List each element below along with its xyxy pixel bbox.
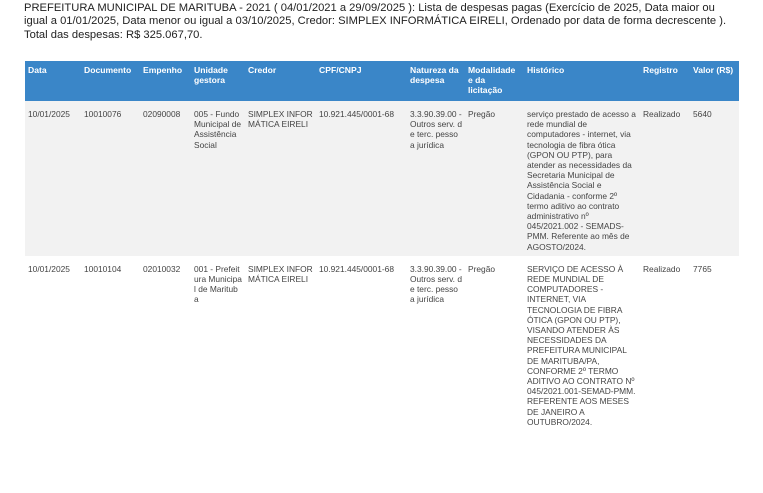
- cell-cpf-cnpj: 10.921.445/0001-68: [319, 109, 394, 119]
- cell-credor: SIMPLEX INFORMÁTICA EIRELI: [248, 109, 313, 130]
- cell-documento: 10010076: [84, 109, 122, 119]
- col-header-unidade-gestora[interactable]: Unidade gestora: [194, 65, 228, 85]
- cell-data: 10/01/2025: [28, 109, 70, 119]
- col-header-registro[interactable]: Registro: [643, 65, 678, 75]
- report-total: Total das despesas: R$ 325.067,70.: [24, 28, 203, 41]
- cell-historico: SERVIÇO DE ACESSO À REDE MUNDIAL DE COMPUTADORES - INTERNET, VIA TECNOLOGIA DE FIBRA ÓTICA (GPON OU PTP), VISANDO ATENDER ÀS NECESSIDADES DA PREFEITURA MUNICIPAL DE MARITUBA/PA, CONFORME 2º TERMO ADITIVO AO CONTRATO Nº 045/2021.001-SEMAD-PMM. REFERENTE AOS MESES DE JANEIRO A OUTUBRO/2024.: [527, 263, 636, 427]
- cell-unidade-gestora: 005 - Fundo Municipal de Assistência Social: [194, 109, 242, 150]
- expenses-table: [25, 61, 739, 431]
- table-row: [25, 101, 739, 256]
- cell-modalidade: Pregão: [468, 109, 496, 119]
- cell-cpf-cnpj: 10.921.445/0001-68: [319, 263, 394, 274]
- col-header-documento[interactable]: Documento: [84, 65, 132, 75]
- table-header-row: [25, 61, 739, 101]
- col-header-empenho[interactable]: Empenho: [143, 65, 183, 75]
- col-header-modalidade-licitacao[interactable]: Modalidade e da licitação: [468, 65, 516, 95]
- cell-registro: Realizado: [643, 263, 681, 274]
- cell-registro: Realizado: [643, 109, 681, 119]
- cell-valor: 7765: [693, 263, 712, 274]
- col-header-data[interactable]: Data: [28, 65, 47, 75]
- cell-historico: serviço prestado de acesso a rede mundial de computadores - internet, via tecnologia de fibra ótica (GPON OU PTP), para atender as necessidades da Secretaria Municipal de Assistência Social e Cidadania - conforme 2º termo aditivo ao contrato administrativo nº 045/2021.002 - SEMADS-PMM. Referente ao mês de AGOSTO/2024.: [527, 109, 636, 252]
- cell-unidade-gestora: 001 - Prefeitura Municipal de Marituba: [194, 263, 242, 305]
- cell-empenho: 02090008: [143, 109, 181, 119]
- cell-natureza-despesa: 3.3.90.39.00 - Outros serv. de terc. pessoa jurídica: [410, 263, 462, 305]
- cell-valor: 5640: [693, 109, 712, 119]
- cell-empenho: 02010032: [143, 263, 181, 274]
- cell-natureza-despesa: 3.3.90.39.00 - Outros serv. de terc. pessoa jurídica: [410, 109, 462, 150]
- report-title-line-2: igual a 01/01/2025, Data menor ou igual a 03/10/2025, Credor: SIMPLEX INFORMÁTICA EIRELI, Ordenado por data de forma decrescente ).: [24, 15, 727, 28]
- report-title-line-1: PREFEITURA MUNICIPAL DE MARITUBA - 2021 ( 04/01/2021 a 29/09/2025 ): Lista de despesas pagas (Exercício de 2025, Data maior ou: [24, 2, 715, 14]
- col-header-natureza-despesa[interactable]: Natureza da despesa: [410, 65, 459, 85]
- col-header-cpf-cnpj[interactable]: CPF/CNPJ: [319, 65, 362, 75]
- col-header-valor[interactable]: Valor (R$): [693, 65, 734, 75]
- report-header: [24, 2, 744, 42]
- col-header-historico[interactable]: Histórico: [527, 65, 565, 75]
- cell-modalidade: Pregão: [468, 263, 496, 274]
- cell-data: 10/01/2025: [28, 263, 70, 274]
- table-row: [25, 256, 739, 431]
- col-header-credor[interactable]: Credor: [248, 65, 277, 75]
- cell-documento: 10010104: [84, 263, 122, 274]
- cell-credor: SIMPLEX INFORMÁTICA EIRELI: [248, 263, 313, 285]
